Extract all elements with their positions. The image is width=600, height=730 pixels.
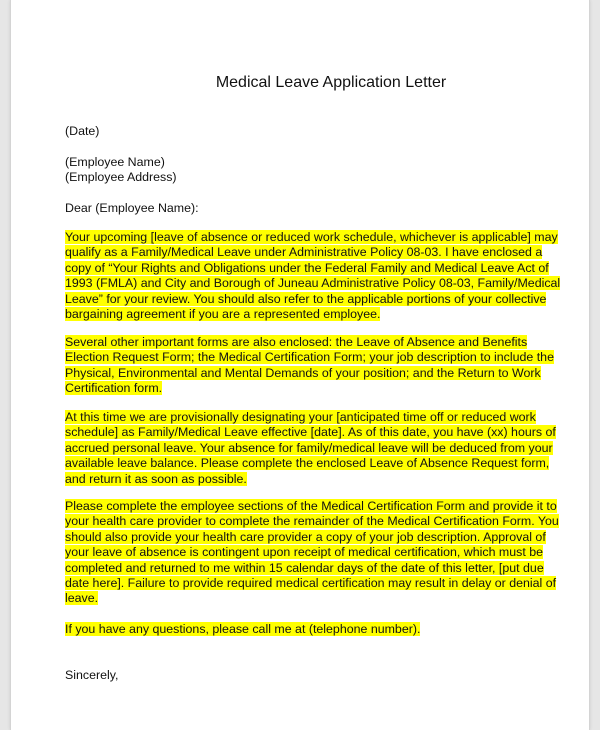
paragraph-text: copy of “Your Rights and Obligations under the Federal Family and Medical Leave Act of [65, 260, 549, 275]
paragraph-text: schedule] as Family/Medical Leave effective [date]. As of this date, you have (xx) hours of [65, 425, 556, 440]
closing: Sincerely, [65, 668, 119, 682]
paragraph-text: Please complete the employee sections of the Medical Certification Form and provide it to [65, 499, 557, 513]
paragraph-text: date here]. Failure to provide required medical certification may result in delay or denial of [65, 576, 557, 591]
paragraph-text: 1993 (FMLA) and City and Borough of Juneau Administrative Policy 08-03, Family/Medical [65, 276, 561, 291]
paragraph-line [65, 292, 585, 307]
date-line: (Date) [65, 124, 100, 138]
paragraph-contact [65, 622, 585, 637]
paragraph-designation [65, 410, 585, 487]
paragraph-text: Leave” for your review. You should also refer to the applicable portions of your collective [65, 291, 547, 306]
paragraph-text: qualify as a Family/Medical Leave under Administrative Policy 08-03. I have enclosed a [65, 245, 543, 260]
paragraph-line [65, 591, 585, 606]
paragraph-text: completed and returned to me within 15 calendar days of the date of this letter, [put due [65, 560, 544, 575]
paragraph-text: should also provide your health care provider a copy of your job description. Approval of [65, 529, 546, 544]
paragraph-line [65, 335, 585, 350]
paragraph-line [65, 576, 585, 591]
paragraph-leave-qualification [65, 230, 585, 322]
paragraph-line [65, 381, 585, 396]
paragraph-line [65, 276, 585, 291]
paragraph-text: If you have any questions, please call me at (telephone number). [65, 622, 421, 636]
paragraph-text: At this time we are provisionally designating your [anticipated time off or reduced work [65, 410, 536, 424]
paragraph-text: bargaining agreement if you are a represented employee. [65, 307, 381, 322]
paragraph-text: your health care provider to complete the remainder of the Medical Certification Form. You [65, 514, 559, 529]
paragraph-text: Your upcoming [leave of absence or reduced work schedule, whichever is applicable] may [65, 230, 558, 244]
letter-title: Medical Leave Application Letter [215, 74, 447, 91]
paragraph-text: Several other important forms are also enclosed: the Leave of Absence and Benefits [65, 335, 528, 349]
paragraph-line [65, 545, 585, 560]
paragraph-text: Certification form. [65, 381, 163, 396]
paragraph-line [65, 366, 585, 381]
paragraph-text: Election Request Form; the Medical Certification Form; your job description to include the [65, 350, 554, 365]
paragraph-line [65, 441, 585, 456]
paragraph-enclosed-forms [65, 335, 585, 397]
paragraph-line [65, 456, 585, 471]
paragraph-text: and return it as soon as possible. [65, 471, 247, 486]
paragraph-line [65, 307, 585, 322]
paragraph-text: accrued personal leave. Your absence for family/medical leave will be deduced from your [65, 440, 553, 455]
paragraph-line [65, 425, 585, 440]
paragraph-medical-certification [65, 499, 585, 607]
paragraph-line [65, 472, 585, 487]
paragraph-text: your leave of absence is contingent upon receipt of medical certification, which must be [65, 545, 543, 560]
paragraph-line [65, 261, 585, 276]
paragraph-line [65, 561, 585, 576]
paragraph-text: Physical, Environmental and Mental Demands of your position; and the Return to Work [65, 365, 541, 380]
employee-name: (Employee Name) [65, 155, 165, 169]
paragraph-line [65, 514, 585, 529]
paragraph-line [65, 530, 585, 545]
paragraph-line [65, 245, 585, 260]
employee-address: (Employee Address) [65, 170, 177, 185]
recipient-block [65, 155, 585, 186]
paragraph-line [65, 410, 585, 425]
paragraph-text: leave. [65, 591, 99, 606]
paragraph-line [65, 350, 585, 365]
paragraph-line [65, 499, 585, 514]
paragraph-line [65, 622, 585, 637]
document-page [10, 0, 590, 730]
salutation: Dear (Employee Name): [65, 201, 199, 215]
paragraph-line [65, 230, 585, 245]
paragraph-text: available leave balance. Please complete the enclosed Leave of Absence Request form, [65, 456, 550, 471]
